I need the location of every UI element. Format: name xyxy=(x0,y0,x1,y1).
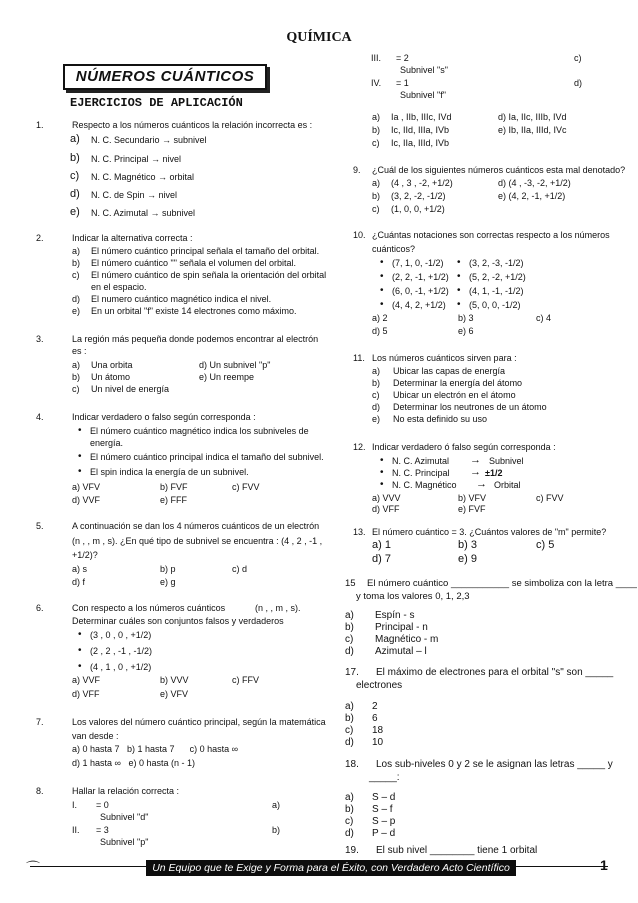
answer-option: d) f xyxy=(72,577,86,587)
statement-item: • El spin indica la energía de un subnivel. xyxy=(90,466,249,478)
option-letter: d) xyxy=(70,188,80,200)
answer-option: b) 3 xyxy=(458,539,477,551)
option-letter: a) xyxy=(272,800,281,810)
relation-value: = 1 xyxy=(396,78,409,88)
option-letter: a) xyxy=(372,366,381,376)
question-number: 6. xyxy=(36,603,44,613)
option-text: 18 xyxy=(372,725,384,736)
option-letter: c) xyxy=(70,170,80,182)
option-letter: a) xyxy=(72,360,81,370)
option-text: N. C. Azimutal → subnivel xyxy=(91,208,196,218)
option-text: El número cuántico "" señala el volumen del orbital. xyxy=(91,258,297,268)
question-stem: Respecto a los números cuánticos la relación incorrecta es : xyxy=(72,120,313,130)
relation-value: = 0 xyxy=(96,800,109,810)
question-number: 3. xyxy=(36,334,44,344)
question-stem: Indicar verdadero ó falso según corresponda : xyxy=(372,442,556,452)
option-letter: c) xyxy=(372,138,380,148)
question-number: 19. xyxy=(345,845,359,856)
question-stem: ¿Cuántas notaciones son correctas respecto a los números xyxy=(372,230,610,240)
question-number: 11. xyxy=(353,353,365,363)
option-text: N. C. Secundario → subnivel xyxy=(91,135,207,145)
question-stem: es : xyxy=(72,346,87,356)
option-text: S – d xyxy=(372,792,396,803)
roman-numeral: IV. xyxy=(371,78,382,88)
question-stem: A continuación se dan los 4 números cuánticos de un electrón xyxy=(72,521,320,531)
answer-row: d) 1 hasta ∞ e) 0 hasta (n - 1) xyxy=(72,758,195,768)
question-stem: (n , , m , s). ¿En qué tipo de subnivel se encuentra : (4 , 2 , -1 , xyxy=(72,536,323,546)
answer-row: a) 0 hasta 7 b) 1 hasta 7 c) 0 hasta ∞ xyxy=(72,744,239,754)
option-letter: d) xyxy=(372,402,381,412)
option-letter: c) xyxy=(372,390,380,400)
notation-item: • (6, 0, -1, +1/2) xyxy=(392,285,449,297)
answer-option: c) d xyxy=(232,564,248,574)
question-stem: electrones xyxy=(356,680,403,691)
question-stem: _____: xyxy=(369,772,400,783)
question-stem: La región más pequeña donde podemos encontrar al electrón xyxy=(72,334,319,344)
question-number: 18. xyxy=(345,759,359,770)
option-text: N. C. Magnético → orbital xyxy=(91,172,195,182)
option-text: en el espacio. xyxy=(91,282,147,292)
section-subtitle: EJERCICIOS DE APLICACIÓN xyxy=(70,96,243,110)
option-text: N. C. de Spin → nivel xyxy=(91,190,178,200)
answer-option: a) 2 xyxy=(372,313,388,323)
option-text: Principal - n xyxy=(375,622,428,633)
arrow-icon: → xyxy=(470,454,481,466)
option-letter: c) xyxy=(345,816,354,827)
answer-option: a) s xyxy=(72,564,88,574)
option-letter: b) xyxy=(345,622,354,633)
answer-option: e) FFF xyxy=(160,495,187,505)
answer-option: c) FVV xyxy=(232,482,260,492)
notation-item: • (5, 2, -2, +1/2) xyxy=(469,271,526,283)
option-letter: e) xyxy=(70,206,80,218)
option-text: Ic, IIa, IIId, IVb xyxy=(391,138,450,148)
question-stem: y toma los valores 0, 1, 2,3 xyxy=(356,591,470,602)
answer-option: d) VFF xyxy=(72,689,100,699)
option-letter: c) xyxy=(345,725,354,736)
statement-item: • (4 , 1 , 0 , +1/2) xyxy=(90,661,151,673)
notation-item: • (5, 0, 0, -1/2) xyxy=(469,299,521,311)
question-number: 10. xyxy=(353,230,366,240)
question-stem: Determinar cuáles son conjuntos falsos y verdaderos xyxy=(72,616,284,626)
answer-option: c) FFV xyxy=(232,675,259,685)
option-text: El número cuántico principal señala el tamaño del orbital. xyxy=(91,246,320,256)
question-stem: Hallar la relación correcta : xyxy=(72,786,180,796)
option-letter: b) xyxy=(72,372,81,382)
page-title: NÚMEROS CUÁNTICOS xyxy=(63,64,267,90)
option-text: e) (4, 2, -1, +1/2) xyxy=(498,191,566,201)
option-text: El numero cuántico magnético indica el nivel. xyxy=(91,294,272,304)
notation-item: • (3, 2, -3, -1/2) xyxy=(469,257,524,269)
answer-option: e) 9 xyxy=(458,553,477,565)
option-letter: b) xyxy=(372,191,381,201)
option-text: Ubicar un electrón en el átomo xyxy=(393,390,516,400)
arrow-icon: → xyxy=(476,478,487,490)
question-stem: Los números cuánticos sirven para : xyxy=(372,353,517,363)
option-letter: d) xyxy=(345,646,354,657)
question-stem: +1/2)? xyxy=(72,550,98,560)
option-letter: d) xyxy=(345,828,354,839)
question-stem: Indicar verdadero o falso según corresponda : xyxy=(72,412,256,422)
footer-mark-icon: ⌒ xyxy=(26,860,40,876)
option-text: Magnético - m xyxy=(375,634,439,645)
answer-option: b) p xyxy=(160,564,176,574)
option-text: P – d xyxy=(372,828,396,839)
option-letter: a) xyxy=(372,178,381,188)
option-text: Espín - s xyxy=(375,610,415,621)
answer-option: b) FVF xyxy=(160,482,188,492)
option-text: Azimutal – l xyxy=(375,646,427,657)
page-number: 1 xyxy=(600,857,608,873)
answer-option: a) 1 xyxy=(372,539,391,551)
roman-numeral: III. xyxy=(371,53,382,63)
question-stem: El máximo de electrones para el orbital "s" son _____ xyxy=(376,667,614,678)
answer-option: a) VVV xyxy=(372,493,401,503)
answer-option: b) VFV xyxy=(458,493,487,503)
option-letter: e) xyxy=(372,414,381,424)
option-letter: c) xyxy=(72,384,80,394)
statement-value: ±1/2 xyxy=(485,468,503,478)
option-letter: a) xyxy=(345,701,354,712)
statement-item: energía. xyxy=(90,438,124,448)
question-number: 1. xyxy=(36,120,44,130)
option-letter: d) xyxy=(345,737,354,748)
question-number: 8. xyxy=(36,786,44,796)
option-letter: c) xyxy=(372,204,380,214)
answer-option: e) g xyxy=(160,577,176,587)
question-number: 13. xyxy=(353,527,366,537)
statement-item: • El número cuántico principal indica el tamaño del subnivel. xyxy=(90,451,324,463)
relation-value: = 3 xyxy=(96,825,109,835)
option-letter: b) xyxy=(70,152,80,164)
option-letter: a) xyxy=(345,792,354,803)
option-text: (3, 2, -2, -1/2) xyxy=(391,191,446,201)
answer-option: c) 4 xyxy=(536,313,552,323)
option-letter: b) xyxy=(72,258,81,268)
option-letter: c) xyxy=(574,53,582,63)
question-number: 4. xyxy=(36,412,44,422)
statement-label: • N. C. Magnético xyxy=(392,479,457,491)
answer-option: d) VFF xyxy=(372,504,400,514)
option-text: 2 xyxy=(372,701,378,712)
arrow-icon: → xyxy=(470,466,481,478)
option-text: 10 xyxy=(372,737,384,748)
statement-item: • (3 , 0 , 0 , +1/2) xyxy=(90,629,151,641)
option-text: d) Un subnivel "p" xyxy=(199,360,271,370)
relation-subnivel: Subnivel "d" xyxy=(100,812,149,822)
notation-item: • (2, 2, -1, +1/2) xyxy=(392,271,449,283)
answer-option: c) FVV xyxy=(536,493,564,503)
option-text: Un átomo xyxy=(91,372,131,382)
option-letter: a) xyxy=(372,112,381,122)
answer-option: d) VVF xyxy=(72,495,101,505)
option-letter: a) xyxy=(345,610,354,621)
question-stem: El sub nivel ________ tiene 1 orbital xyxy=(376,845,538,856)
notation-item: • (4, 4, 2, +1/2) xyxy=(392,299,446,311)
option-text: e) Ib, IIa, IIId, IVc xyxy=(498,125,567,135)
statement-item: • (2 , 2 , -1 , -1/2) xyxy=(90,645,152,657)
option-letter: b) xyxy=(372,378,381,388)
option-text: Una orbita xyxy=(91,360,133,370)
question-stem: El número cuántico ___________ se simboliza con la letra ____ xyxy=(367,578,637,589)
option-letter: b) xyxy=(372,125,381,135)
option-text: Un nivel de energía xyxy=(91,384,170,394)
answer-option: e) VFV xyxy=(160,689,189,699)
answer-option: e) 6 xyxy=(458,326,474,336)
option-letter: b) xyxy=(272,825,281,835)
option-text: (4 , 3 , -2, +1/2) xyxy=(391,178,453,188)
option-text: e) Un reempe xyxy=(199,372,255,382)
answer-option: c) 5 xyxy=(536,539,555,551)
relation-subnivel: Subnivel "s" xyxy=(400,65,448,75)
option-text: No esta definido su uso xyxy=(393,414,488,424)
option-text: d) (4 , -3, -2, +1/2) xyxy=(498,178,571,188)
statement-value: Subnivel xyxy=(489,456,524,466)
question-stem: Los valores del número cuántico principal, según la matemática xyxy=(72,717,326,727)
answer-option: b) VVV xyxy=(160,675,189,685)
question-number: 7. xyxy=(36,717,44,727)
notation-item: • (4, 1, -1, -1/2) xyxy=(469,285,524,297)
option-letter: b) xyxy=(345,713,354,724)
relation-subnivel: Subnivel "f" xyxy=(400,90,446,100)
statement-label: • N. C. Principal xyxy=(392,467,450,479)
question-stem: cuánticos? xyxy=(372,244,416,254)
option-text: Determinar los neutrones de un átomo xyxy=(393,402,547,412)
option-text: Determinar la energía del átomo xyxy=(393,378,523,388)
statement-value: Orbital xyxy=(494,480,521,490)
option-letter: e) xyxy=(72,306,81,316)
question-number: 12. xyxy=(353,442,366,452)
answer-option: e) FVF xyxy=(458,504,486,514)
option-letter: b) xyxy=(345,804,354,815)
option-text: 6 xyxy=(372,713,378,724)
option-letter: a) xyxy=(72,246,81,256)
question-number: 15 xyxy=(345,578,356,589)
answer-option: d) 5 xyxy=(372,326,388,336)
option-letter: c) xyxy=(345,634,354,645)
question-stem: ¿Cuál de los siguientes números cuánticos esta mal denotado? xyxy=(372,165,626,175)
option-text: (1, 0, 0, +1/2) xyxy=(391,204,445,214)
roman-numeral: II. xyxy=(72,825,80,835)
question-number: 17. xyxy=(345,667,359,678)
question-stem: (n , , m , s). xyxy=(255,603,301,613)
roman-numeral: I. xyxy=(72,800,78,810)
question-stem: El número cuántico = 3. ¿Cuántos valores de "m" permite? xyxy=(372,527,607,537)
question-number: 5. xyxy=(36,521,44,531)
option-text: Ia , IIb, IIIc, IVd xyxy=(391,112,452,122)
question-stem: van desde : xyxy=(72,731,119,741)
page-header: QUÍMICA xyxy=(286,30,352,45)
relation-value: = 2 xyxy=(396,53,409,63)
option-letter: c) xyxy=(72,270,80,280)
question-stem: Con respecto a los números cuánticos xyxy=(72,603,226,613)
option-text: S – p xyxy=(372,816,396,827)
question-number: 2. xyxy=(36,233,44,243)
answer-option: a) VFV xyxy=(72,482,101,492)
option-letter: d) xyxy=(574,78,583,88)
option-letter: d) xyxy=(72,294,81,304)
option-text: El número cuántico de spin señala la orientación del orbital xyxy=(91,270,327,280)
relation-subnivel: Subnivel "p" xyxy=(100,837,149,847)
option-letter: a) xyxy=(70,133,80,145)
answer-option: b) 3 xyxy=(458,313,474,323)
footer-banner: Un Equipo que te Exige y Forma para el Éxito, con Verdadero Acto Científico xyxy=(146,860,516,876)
answer-option: a) VVF xyxy=(72,675,101,685)
option-text: S – f xyxy=(372,804,393,815)
notation-item: • (7, 1, 0, -1/2) xyxy=(392,257,444,269)
option-text: Ic, IId, IIIa, IVb xyxy=(391,125,450,135)
option-text: En un orbital "f" existe 14 electrones como máximo. xyxy=(91,306,297,316)
statement-label: • N. C. Azimutal xyxy=(392,455,449,467)
question-stem: Los sub-niveles 0 y 2 se le asignan las letras _____ y xyxy=(376,759,613,770)
question-number: 9. xyxy=(353,165,361,175)
option-text: Ubicar las capas de energía xyxy=(393,366,506,376)
question-stem: Indicar la alternativa correcta : xyxy=(72,233,193,243)
option-text: N. C. Principal → nivel xyxy=(91,154,182,164)
statement-item: • El número cuántico magnético indica los subniveles de xyxy=(90,425,309,437)
option-text: d) Ia, IIc, IIIb, IVd xyxy=(498,112,567,122)
answer-option: d) 7 xyxy=(372,553,391,565)
